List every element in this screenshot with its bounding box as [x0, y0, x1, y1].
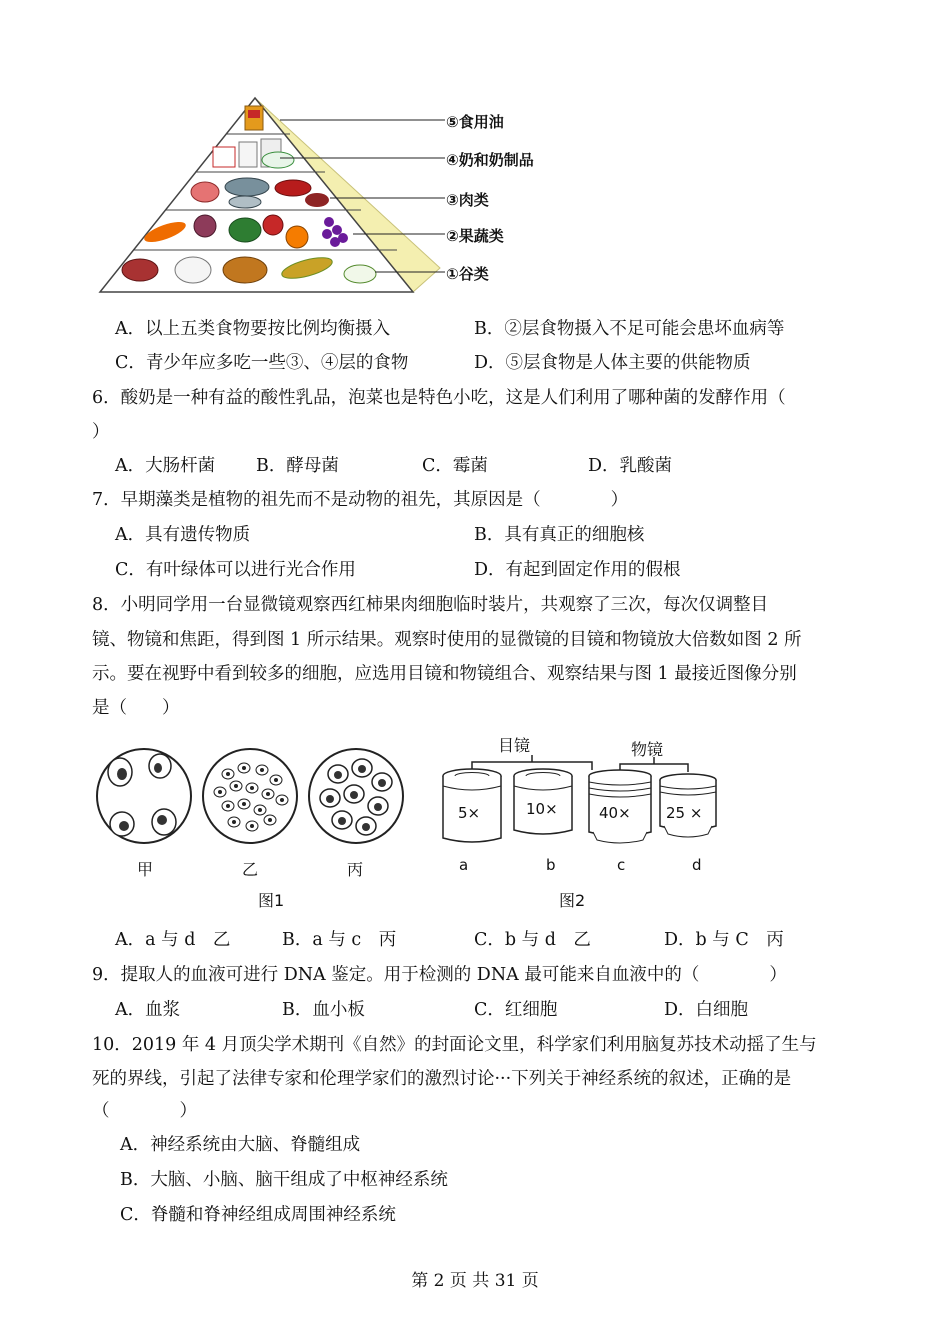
q5-option-c: C．青少年应多吃一些③、④层的食物 — [115, 353, 409, 373]
q6-option-b: B．酵母菌 — [256, 456, 339, 476]
q6-option-d: D．乳酸菌 — [588, 456, 673, 476]
q6-stem: 6．酸奶是一种有益的酸性乳品，泡菜也是特色小吃，这是人们利用了哪种菌的发酵作用（ — [92, 388, 786, 408]
fig1-label-jia: 甲 — [137, 860, 154, 879]
view-jia — [97, 749, 191, 843]
objective-label: 物镜 — [631, 740, 664, 759]
q9-option-a: A．血浆 — [115, 1000, 181, 1020]
lens-a-mag: 5× — [458, 804, 481, 822]
q5-option-d: D．⑤层食物是人体主要的供能物质 — [474, 353, 751, 373]
q6-option-a: A．大肠杆菌 — [115, 456, 216, 476]
lens-d-letter: d — [692, 856, 702, 874]
view-bing — [309, 749, 403, 843]
q9-stem: 9．提取人的血液可进行 DNA 鉴定。用于检测的 DNA 最可能来自血液中的（ ） — [92, 965, 787, 985]
q7-option-b: B．具有真正的细胞核 — [474, 525, 645, 545]
lens-b-letter: b — [546, 856, 556, 874]
q5-option-b: B．②层食物摄入不足可能会患坏血病等 — [474, 319, 785, 339]
q10-option-b: B．大脑、小脑、脑干组成了中枢神经系统 — [120, 1170, 448, 1190]
q9-option-b: B．血小板 — [282, 1000, 365, 1020]
fig2-caption: 图2 — [559, 891, 586, 910]
q7-stem: 7．早期藻类是植物的祖先而不是动物的祖先，其原因是（ ） — [92, 490, 629, 510]
q10-option-a: A．神经系统由大脑、脊髓组成 — [120, 1135, 361, 1155]
pyramid-label-fruit-veg: ②果蔬类 — [446, 227, 504, 245]
q7-option-a: A．具有遗传物质 — [115, 525, 251, 545]
q10-stem-line-3: （ ） — [92, 1101, 197, 1121]
q7-option-c: C．有叶绿体可以进行光合作用 — [115, 560, 356, 580]
q8-stem-line-2: 镜、物镜和焦距，得到图 1 所示结果。观察时使用的显微镜的目镜和物镜放大倍数如图 2 所 — [92, 630, 802, 650]
food-pyramid-figure — [95, 92, 445, 297]
q10-option-c: C．脊髓和脊神经组成周围神经系统 — [120, 1205, 396, 1225]
q8-option-d: D．b 与 C 丙 — [664, 930, 784, 950]
q9-option-c: C．红细胞 — [474, 1000, 558, 1020]
lens-c-letter: c — [617, 856, 626, 874]
q8-stem-line-4: 是（ ） — [92, 698, 180, 718]
q8-stem-line-3: 示。要在视野中看到较多的细胞，应选用目镜和物镜组合、观察结果与图 1 最接近图像分别 — [92, 664, 797, 684]
lens-c-mag: 40× — [599, 804, 631, 822]
q7-option-d: D．有起到固定作用的假根 — [474, 560, 681, 580]
q8-option-a: A．a 与 d 乙 — [115, 930, 231, 950]
q6-stem-end: ） — [92, 422, 110, 442]
lens-d-mag: 25 × — [666, 804, 703, 822]
q9-option-d: D．白细胞 — [664, 1000, 749, 1020]
fig1-caption: 图1 — [258, 891, 285, 910]
q5-option-a: A．以上五类食物要按比例均衡摄入 — [115, 319, 391, 339]
figure-1-microscope-views — [94, 744, 414, 854]
pyramid-label-dairy: ④奶和奶制品 — [446, 151, 534, 169]
pyramid-label-oil: ⑤食用油 — [446, 113, 504, 131]
fig1-label-yi: 乙 — [242, 860, 259, 879]
view-yi — [203, 749, 297, 843]
fig1-label-bing: 丙 — [347, 860, 364, 879]
figure-2-lenses — [436, 752, 726, 852]
q8-option-c: C．b 与 d 乙 — [474, 930, 591, 950]
pyramid-label-meat: ③肉类 — [446, 191, 489, 209]
pyramid-label-grains: ①谷类 — [446, 265, 489, 283]
q8-stem-line-1: 8．小明同学用一台显微镜观察西红柿果肉细胞临时装片，共观察了三次，每次仅调整目 — [92, 595, 769, 615]
q10-stem-line-2: 死的界线，引起了法律专家和伦理学家们的激烈讨论···下列关于神经系统的叙述，正确的是 — [92, 1069, 792, 1089]
q10-stem-line-1: 10．2019 年 4 月顶尖学术期刊《自然》的封面论文里，科学家们利用脑复苏技术动摇了生与 — [92, 1035, 817, 1055]
lens-b-mag: 10× — [526, 800, 558, 818]
q6-option-c: C．霉菌 — [422, 456, 488, 476]
q8-option-b: B．a 与 c 丙 — [282, 930, 397, 950]
lens-a-letter: a — [459, 856, 469, 874]
page-footer: 第 2 页 共 31 页 — [411, 1271, 539, 1291]
eyepiece-label: 目镜 — [498, 736, 531, 755]
